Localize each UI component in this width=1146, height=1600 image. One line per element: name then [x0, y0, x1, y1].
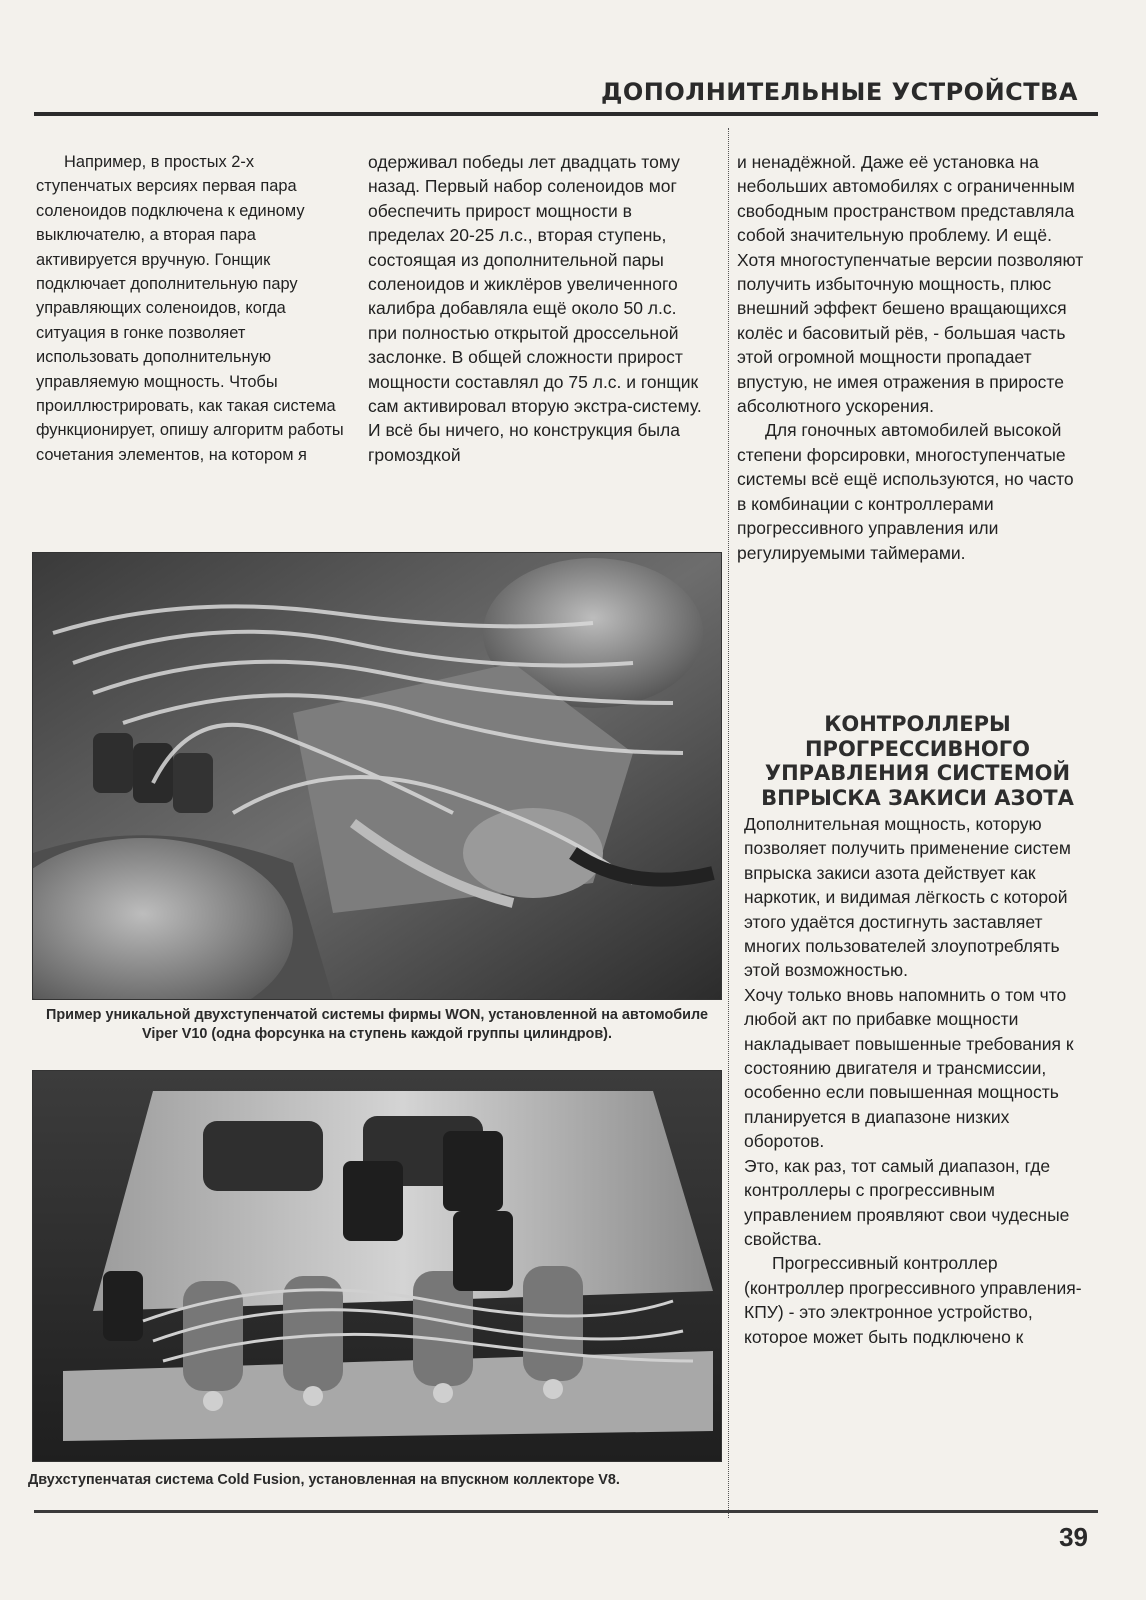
- column-3-bottom: [744, 812, 1089, 1349]
- page-number: 39: [1059, 1522, 1088, 1552]
- footer-rule: [34, 1510, 1098, 1513]
- column-1: [36, 150, 346, 467]
- column-2: [368, 150, 708, 467]
- section-heading: КОНТРОЛЛЕРЫ ПРОГРЕССИВНОГО УПРАВЛЕНИЯ СИСТЕМОЙ ВПРЫСКА ЗАКИСИ АЗОТА: [761, 712, 1074, 810]
- column3-paragraph-1: и ненадёжной. Даже её установка на небольших автомобилях с ограниченным свободным пространством представляла собой значительную проблему. И ещё. Хотя многоступенчатые версии позволяют получить избыточную мощность, плюс внешний эффект бешено вращающихся колёс и басовитый рёв, - большая часть этой огромной мощности пропадает впустую, не имея отражения в приросте абсолютного ускорения.: [737, 152, 1084, 417]
- engine-bay-photo: [32, 552, 722, 1000]
- column-3-top: [737, 150, 1087, 565]
- header-rule: [34, 112, 1098, 116]
- column3-paragraph-2: Для гоночных автомобилей высокой степени форсировки, многоступенчатые системы всё ещё используются, но часто в комбинации с контроллерами прогрессивного управления или регулируемыми таймерами.: [737, 420, 1074, 563]
- column3-paragraph-4: Хочу только вновь напомнить о том что любой акт по прибавке мощности накладывает повышенные требования к состоянию двигателя и трансмиссии, особенно если повышенная мощность планируется в диапазоне низких оборотов.: [744, 984, 1074, 1152]
- column3-paragraph-6: Прогрессивный контроллер (контроллер прогрессивного управления-КПУ) - это электронное устройство, которое может быть подключено к: [744, 1253, 1082, 1347]
- column2-paragraph: одерживал победы лет двадцать тому назад. Первый набор соленоидов мог обеспечить прирост мощности в пределах 20-25 л.с., вторая ступень, состоящая из дополнительной пары соленоидов и жиклёров увеличенного калибра добавляла ещё около 50 л.с. при полностью открытой дроссельной заслонке. В общей сложности прирост мощности составлял до 75 л.с. и гонщик сам активировал вторую экстра-систему. И всё бы ничего, но конструкция была громоздкой: [368, 152, 702, 465]
- column-divider: [728, 128, 729, 1518]
- intake-manifold-photo: [32, 1070, 722, 1462]
- column3-paragraph-3: Дополнительная мощность, которую позволяет получить применение систем впрыска закиси азота действует как наркотик, и видимая лёгкость с которой этого удаётся достигнуть заставляет многих пользователей злоупотреблять этой возможностью.: [744, 814, 1071, 981]
- section-header-title: ДОПОЛНИТЕЛЬНЫЕ УСТРОЙСТВА: [601, 78, 1078, 106]
- photo-1-caption: Пример уникальной двухступенчатой системы фирмы WON, установленной на автомобиле Viper V10 (одна форсунка на ступень каждой группы цилиндров).: [46, 1007, 708, 1042]
- column1-paragraph: Например, в простых 2-х ступенчатых версиях первая пара соленоидов подключена к единому выключателю, а вторая пара активируется вручную. Гонщик подключает дополнительную пару управляющих соленоидов, когда ситуация в гонке позволяет использовать дополнительную управляемую мощность. Чтобы проиллюстрировать, как такая система функционирует, опишу алгоритм работы сочетания элементов, на котором я: [36, 153, 344, 464]
- column3-paragraph-5: Это, как раз, тот самый диапазон, где контроллеры с прогрессивным управлением проявляют свои чудесные свойства.: [744, 1155, 1070, 1249]
- photo-2-caption: Двухступенчатая система Cold Fusion, установленная на впускном коллекторе V8.: [28, 1472, 620, 1488]
